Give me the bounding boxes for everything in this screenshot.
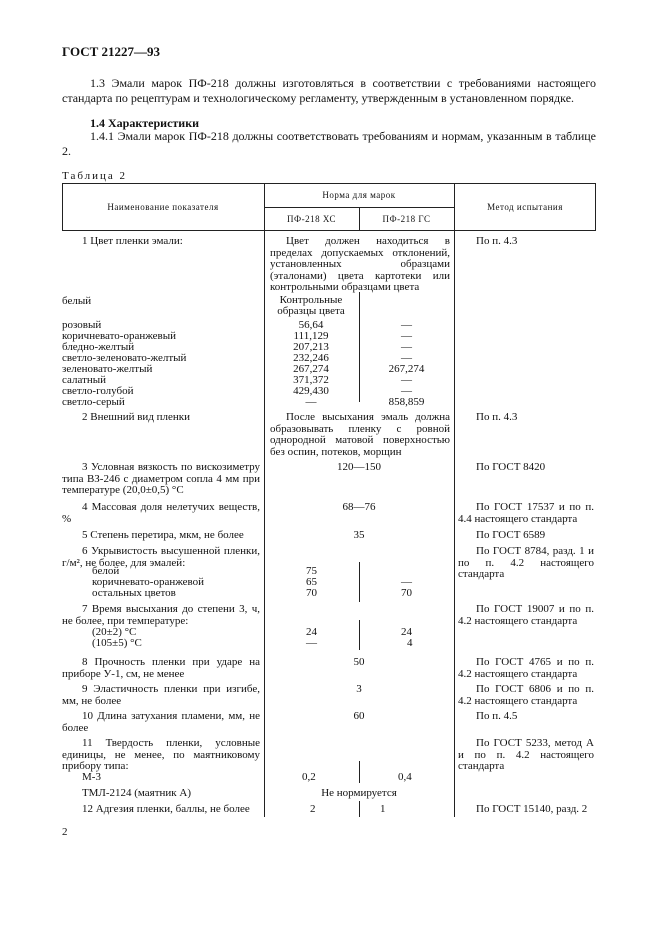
row-8-name: 8 Прочность пленки при ударе на приборе У-1, см, не менее: [62, 656, 260, 680]
color-xc: 267,274: [293, 363, 329, 375]
sub-name: белой: [92, 565, 120, 577]
row-10-norm: 60: [353, 710, 365, 722]
row-1-norm: Цвет должен находиться в пределах допускаемых отклонений, установленных образцами (эталонами) цвета картотеки или контрольными образцами цвета: [270, 235, 450, 293]
color-xc: 207,213: [293, 341, 329, 353]
sub-name: (105±5) °С: [92, 637, 142, 649]
row-11-tml-norm: Не нормируется: [321, 787, 397, 799]
row-1-method: По п. 4.3: [476, 235, 518, 247]
color-name: розовый: [62, 319, 102, 331]
color-gc: —: [401, 352, 412, 364]
color-name: светло-серый: [62, 396, 125, 408]
sub-xc: 24: [306, 626, 317, 638]
row-4-norm: 68—76: [342, 501, 376, 513]
row-8-norm: 50: [353, 656, 365, 668]
row-6-method: По ГОСТ 8784, разд. 1 и по п. 4.2 настоящего стандарта: [458, 545, 594, 580]
row-12-xc: 2: [310, 803, 316, 815]
col-header-name: Наименование показателя: [107, 202, 219, 212]
sub-gc: 24: [401, 626, 412, 638]
color-name: салатный: [62, 374, 107, 386]
row-1-ctrl-2: образцы цвета: [277, 305, 345, 317]
color-name: светло-зеленовато-желтый: [62, 352, 187, 364]
row-1-name: 1 Цвет пленки эмали:: [82, 235, 183, 247]
row-1-ctrl-1: Контрольные: [279, 294, 343, 306]
paragraph-1-3: 1.3 Эмали марок ПФ-218 должны изготовляться в соответствии с требованиями настоящего стандарта по рецептурам и технологическому регламенту, утвержденным в установленном порядке.: [62, 76, 596, 105]
color-name: светло-голубой: [62, 385, 134, 397]
row-9-method: По ГОСТ 6806 и по п. 4.2 настоящего стандарта: [458, 683, 594, 707]
row-10-name: 10 Длина затухания пламени, мм, не более: [62, 710, 260, 734]
sub-name: коричневато-оранжевой: [92, 576, 205, 588]
color-name: коричневато-оранжевый: [62, 330, 177, 342]
color-xc: 56,64: [298, 319, 324, 331]
row-11-sub-m3: М-3: [82, 771, 101, 783]
color-xc: 111,129: [293, 330, 329, 342]
row-3-method: По ГОСТ 8420: [476, 461, 546, 473]
color-gc: 267,274: [388, 363, 425, 375]
row-7-name: 7 Время высыхания до степени 3, ч, не более, при температуре:: [62, 603, 260, 627]
color-gc: —: [401, 385, 412, 397]
row-4-method: По ГОСТ 17537 и по п. 4.4 настоящего стандарта: [458, 501, 594, 525]
color-xc: 429,430: [293, 385, 329, 397]
row-12-gc: 1: [380, 803, 386, 815]
col-header-method: Метод испытания: [487, 202, 563, 212]
paragraph-1-4-1: 1.4.1 Эмали марок ПФ-218 должны соответствовать требованиям и нормам, указанным в таблице 2.: [62, 129, 596, 158]
color-xc: 371,372: [293, 374, 329, 386]
row-7-method: По ГОСТ 19007 и по п. 4.2 настоящего стандарта: [458, 603, 594, 627]
sub-xc: —: [306, 637, 317, 649]
color-name: белый: [62, 295, 92, 307]
sub-gc: 4: [407, 637, 413, 649]
row-3-name: 3 Условная вязкость по вискозиметру типа ВЗ-246 с диаметром сопла 4 мм при температуре (20,0±0,5) °С: [62, 461, 260, 496]
sub-xc: 70: [306, 587, 317, 599]
row-11-name: 11 Твердость пленки, условные единицы, не менее, по маятниковому прибору типа:: [62, 737, 260, 772]
sub-name: (20±2) °С: [92, 626, 137, 638]
row-9-name: 9 Эластичность пленки при изгибе, мм, не более: [62, 683, 260, 707]
row-2-method: По п. 4.3: [476, 411, 518, 423]
section-heading-1-4: 1.4 Характеристики: [90, 116, 200, 130]
col-header-gc: ПФ-218 ГС: [382, 214, 431, 224]
color-name: бледно-желтый: [62, 341, 135, 353]
sub-xc: 75: [306, 565, 317, 577]
row-5-norm: 35: [353, 529, 365, 541]
page-number: 2: [62, 826, 68, 838]
color-gc: 858,859: [388, 396, 425, 408]
color-gc: —: [401, 330, 412, 342]
row-11-method: По ГОСТ 5233, метод А и по п. 4.2 настоящего стандарта: [458, 737, 594, 772]
sub-name: остальных цветов: [92, 587, 176, 599]
sub-gc: 70: [401, 587, 412, 599]
sub-xc: 65: [306, 576, 317, 588]
color-xc: 232,246: [293, 352, 329, 364]
color-gc: —: [401, 341, 412, 353]
row-10-method: По п. 4.5: [476, 710, 518, 722]
col-header-norm: Норма для марок: [322, 190, 396, 200]
row-5-name: 5 Степень перетира, мкм, не более: [82, 529, 244, 541]
row-2-norm: После высыхания эмаль должна образовывать пленку с ровной однородной матовой поверхностью без оспин, потеков, морщин: [270, 411, 450, 458]
row-11-m3-xc: 0,2: [302, 771, 316, 783]
row-8-method: По ГОСТ 4765 и по п. 4.2 настоящего стандарта: [458, 656, 594, 680]
row-11-m3-gc: 0,4: [398, 771, 412, 783]
row-11-sub-tml: ТМЛ-2124 (маятник А): [82, 787, 192, 799]
col-header-xc: ПФ-218 ХС: [286, 214, 337, 224]
row-4-name: 4 Массовая доля нелетучих веществ, %: [62, 501, 260, 525]
color-name: зеленовато-желтый: [62, 363, 153, 375]
document-header: ГОСТ 21227—93: [62, 44, 161, 59]
row-3-norm: 120—150: [337, 461, 381, 473]
color-gc: —: [401, 374, 412, 386]
row-2-name: 2 Внешний вид пленки: [82, 411, 191, 423]
row-12-name: 12 Адгезия пленки, баллы, не более: [82, 803, 250, 815]
row-6-name: 6 Укрывистость высушенной пленки, г/м², не более, для эмалей:: [62, 545, 260, 569]
row-9-norm: 3: [356, 683, 362, 695]
row-12-method: По ГОСТ 15140, разд. 2: [476, 803, 588, 815]
color-xc: —: [305, 396, 317, 408]
sub-gc: —: [401, 576, 412, 588]
table-caption: Таблица 2: [62, 170, 128, 182]
color-gc: —: [401, 319, 412, 331]
row-5-method: По ГОСТ 6589: [476, 529, 546, 541]
